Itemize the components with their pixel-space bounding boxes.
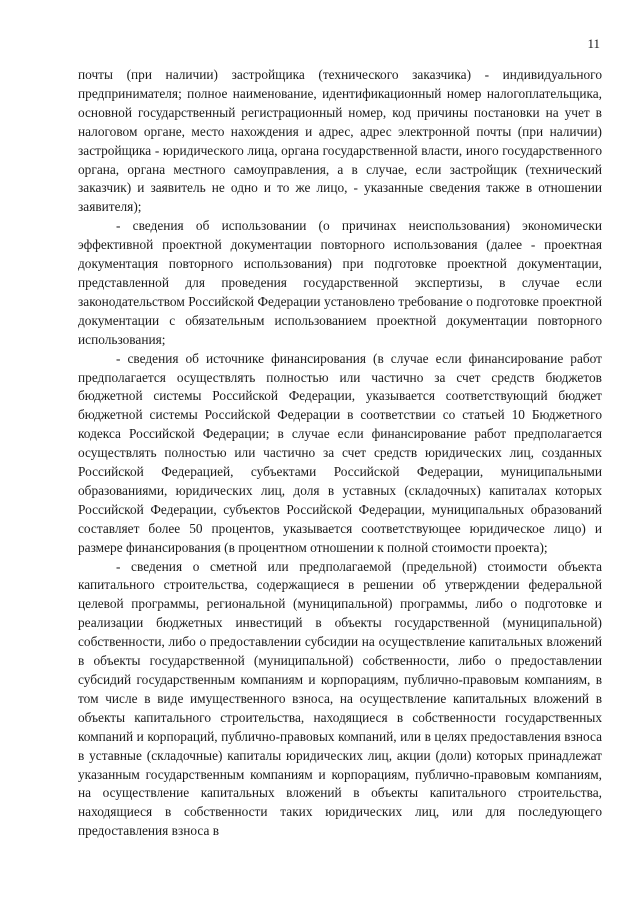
paragraph-funding-source: - сведения об источнике финансирования (в случае если финансирование работ предполагается осуществлять полностью или частично за счет средств бюджетов бюджетной системы Российской Федерации, указывается соответствующий бюджет бюджетной системы Российской Федерации в соответствии со статьей 10 Бюджетного кодекса Российской Федерации; в случае если финансирование работ предполагается осуществлять полностью или частично за счет средств юридических лиц, созданных Российской Федерацией, субъектами Российской Федерации, муниципальными образованиями, юридических лиц, доля в уставных (складочных) капиталах которых Российской Федерации, субъектов Российской Федерации, муниципальных образований составляет более 50 процентов, указывается соответствующее юридическое лицо) и размере финансирования (в процентном отношении к полной стоимости проекта); xyxy=(78,350,602,555)
paragraph-applicant-details: почты (при наличии) застройщика (технического заказчика) - индивидуального предпринимателя; полное наименование, идентификационный номер налогоплательщика, основной государственный регистрационный номер, код причины постановки на учет в налоговом органе, место нахождения и адрес, адрес электронной почты (при наличии) застройщика - юридического лица, органа государственной власти, иного государственного органа, органа местного самоуправления, а в случае, если застройщик (технический заказчик) и заявитель не одно и то же лицо, - указанные сведения также в отношении заявителя); xyxy=(78,67,602,215)
paragraph-estimated-cost: - сведения о сметной или предполагаемой (предельной) стоимости объекта капитального строительства, содержащиеся в решении об утверждении федеральной целевой программы, региональной (муниципальной) программы, либо о подготовке и реализации бюджетных инвестиций в объекты государственной (муниципальной) собственности, либо о предоставлении субсидии на осуществление капитальных вложений в объекты государственной (муниципальной) собственности, либо о предоставлении субсидий государственным компаниям и корпорациям, публично-правовым компаниям, в том числе в виде имущественного взноса, на осуществление капитальных вложений в объекты капитального строительства, находящиеся в собственности государственных компаний и корпораций, публично-правовых компаний, или в целях предоставления взноса в уставные (складочные) капиталы юридических лиц, акции (доли) которых принадлежат указанным государственным компаниям и корпорациям, публично-правовым компаниям, на осуществление капитальных вложений в объекты капитального строительства, находящиеся в собственности таких юридических лиц, или для последующего предоставления взноса в xyxy=(78,558,602,839)
document-body xyxy=(78,66,602,841)
page-number: 11 xyxy=(587,36,600,51)
paragraph-reuse-documentation: - сведения об использовании (о причинах неиспользования) экономически эффективной проектной документации повторного использования (далее - проектная документация повторного использования) при подготовке проектной документации, представленной для проведения государственной экспертизы, в случае если законодательством Российской Федерации установлено требование о подготовке проектной документации с обязательным использованием проектной документации повторного использования; xyxy=(78,218,602,347)
